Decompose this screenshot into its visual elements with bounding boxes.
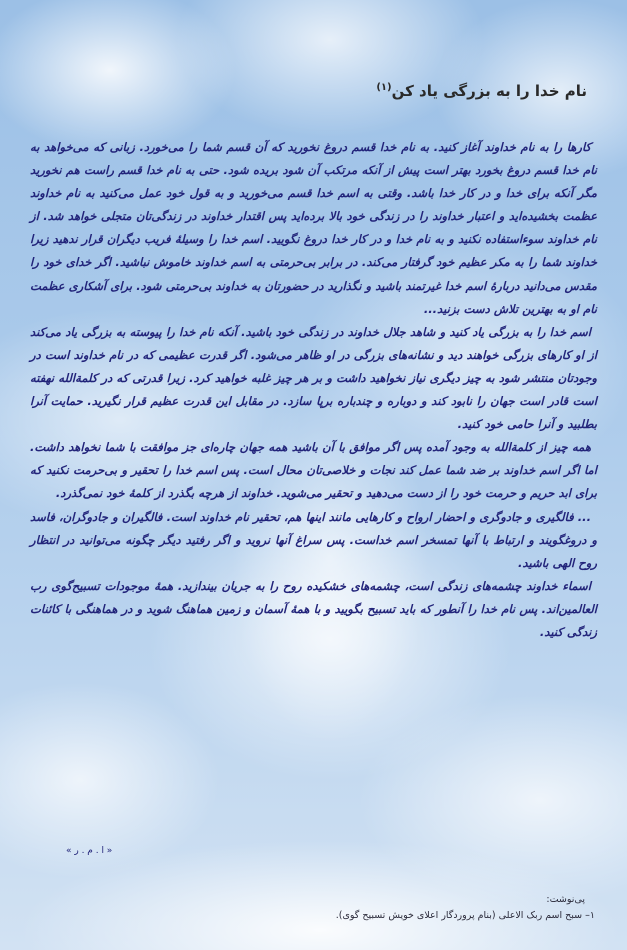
author-signature: « ا . م . ر » xyxy=(66,846,113,856)
title-footnote-marker: (۱) xyxy=(376,82,392,93)
article-title xyxy=(376,82,587,100)
paragraph-3: همه چیز از کلمةالله به وجود آمده پس اگر موافق با آن باشید همه جهان چاره‌ای جز موافقت با شما نخواهد داشت. اما اگر اسم خداوند بر ضد شما عمل کند نجات و خلاصی‌تان محال است. پس اسم خدا را تحقیر و بی‌حرمت نکنید که برای ابد حریم و حرمت خود را از دست می‌دهید و تحقیر می‌شوید. خداوند از هرچه بگذرد از کلمهٔ خود نمی‌گذرد. xyxy=(30,440,597,501)
paragraph-4: ... فالگیری و جادوگری و احضار ارواح و کارهایی مانند اینها هم، تحقیر نام خداوند است. فالگیران و جادوگران، فاسد و دروغگویند و ارتباط با آنها تمسخر اسم خداست. پس سراغ آنها نروید و اگر رفتید دیگر چگونه می‌توانید در انتظار روح الهی باشید. xyxy=(30,509,597,570)
paragraph-2: اسم خدا را به بزرگی یاد کنید و شاهد جلال خداوند در زندگی خود باشید. آنکه نام خدا را پیوسته به بزرگی یاد می‌کند از او کارهای بزرگی خواهند دید و نشانه‌های بزرگی در او ظاهر می‌شود. اگر قدرت عظیمی که در نام خداوند است در وجودتان منتشر شود به چیز دیگری نیاز نخواهید داشت و بر هر چیز غلبه خواهید کرد. زیرا قدرتی که در کلمةالله نهفته است قادر است جهان را نابود کند و دوباره و چندباره برپا سازد. در مقابل این قدرت عظیم قرار نگیرید. حمایت آنرا بطلبید و آنرا حامی خود کنید. xyxy=(30,324,597,432)
paragraph-1: کارها را به نام خداوند آغاز کنید. به نام خدا قسم دروغ نخورید که آن قسم شما را می‌خورد. زبانی که می‌خواهد به نام خدا قسم دروغ بخورد بهتر است پیش از آنکه مرتکب آن شود بریده شود. حتی به نام خدا قسم راست هم نخورید مگر آنکه برای خدا و در کار خدا باشد. وقتی به اسم خدا قسم می‌خورید و به قول خود عمل می‌کنید به نام خداوند عظمت بخشیده‌اید و اعتبار خداوند را در زندگی خود بالا برده‌اید پس اقتدار خداوند در زندگی‌تان متجلی خواهد شد. از نام خداوند سوءاستفاده نکنید و به نام خدا و در کار خدا دروغ نگویید. اسم خدا را وسیلهٔ فریب دیگران قرار ندهید زیرا خداوند شما را به مکر عظیم خود گرفتار می‌کند. در برابر بی‌حرمتی به اسم خداوند خاموش نباشید. اگر خدای خود را مقدس می‌دانید دربارهٔ اسم خدا غیرتمند باشید و نگذارید در حضورتان به خداوند بی‌حرمتی شود. برای آشکاری عظمت نام او به بهترین تلاش دست بزنید... xyxy=(30,140,597,316)
footnote-text: ۱– سبح اسم ربک الاعلی (بنام پروردگار اعلای خویش تسبیح گوی). xyxy=(335,910,595,921)
title-text: نام خدا را به بزرگی یاد کن xyxy=(391,82,587,100)
footnote-heading: پی‌نوشت: xyxy=(546,894,585,905)
paragraph-5: اسماء خداوند چشمه‌های زندگی است، چشمه‌های خشکیده روح را به جریان بیندازید. همهٔ موجودات تسبیح‌گوی رب العالمین‌اند. پس نام خدا را آنطور که باید تسبیح بگویید و با همهٔ آسمان و زمین هماهنگ شوید و در هماهنگی با کائنات زندگی کنید. xyxy=(30,578,597,639)
article-body xyxy=(30,136,597,644)
